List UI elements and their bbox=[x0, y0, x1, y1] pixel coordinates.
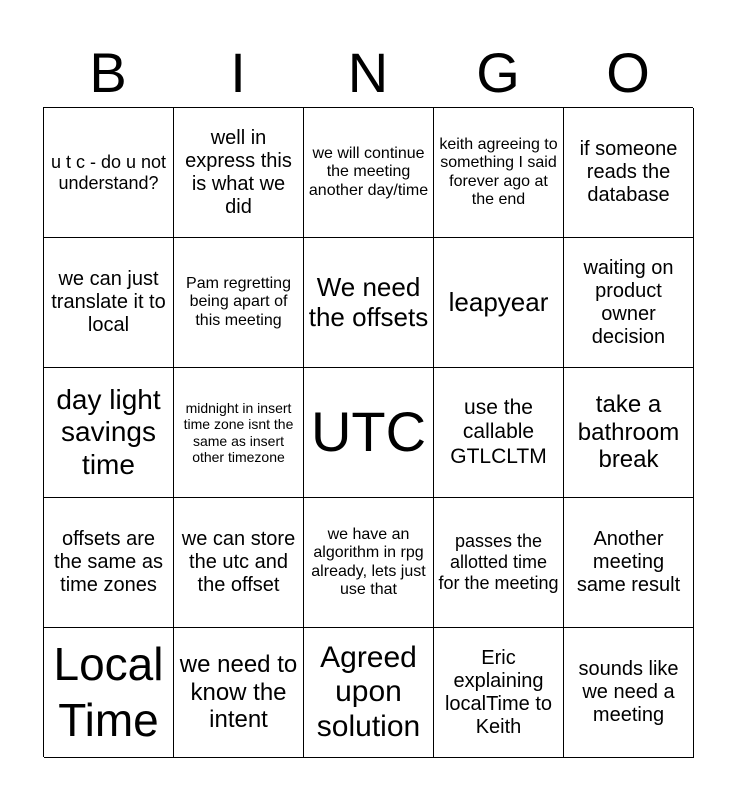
bingo-cell[interactable] bbox=[304, 108, 434, 238]
cell-text: sounds like we need a meeting bbox=[578, 658, 679, 726]
bingo-grid bbox=[43, 107, 693, 757]
bingo-cell[interactable] bbox=[564, 108, 694, 238]
cell-text: Another meeting same result bbox=[576, 528, 681, 596]
bingo-cell[interactable] bbox=[304, 238, 434, 368]
header-letter-i: I bbox=[230, 41, 246, 104]
cell-text: we need to know the intent bbox=[179, 651, 298, 734]
bingo-cell[interactable] bbox=[564, 368, 694, 498]
bingo-cell[interactable] bbox=[434, 368, 564, 498]
cell-text: Eric explaining localTime to Keith bbox=[444, 646, 553, 738]
bingo-cell[interactable] bbox=[44, 368, 174, 498]
cell-text: take a bathroom break bbox=[577, 391, 680, 474]
bingo-cell[interactable] bbox=[44, 628, 174, 758]
cell-text: keith agreeing to something I said forever ago at the end bbox=[439, 135, 558, 208]
header-letter-n: N bbox=[347, 41, 389, 104]
cell-text: day light savings time bbox=[56, 384, 161, 480]
header-letter-g: G bbox=[476, 41, 520, 104]
cell-text: Local Time bbox=[53, 638, 164, 746]
bingo-cell[interactable] bbox=[304, 498, 434, 628]
bingo-cell[interactable] bbox=[434, 498, 564, 628]
header-letter-b: B bbox=[89, 41, 127, 104]
cell-text: we will continue the meeting another day/time bbox=[308, 144, 429, 199]
bingo-cell[interactable] bbox=[434, 238, 564, 368]
bingo-cell[interactable] bbox=[174, 108, 304, 238]
bingo-cell[interactable] bbox=[434, 108, 564, 238]
bingo-cell[interactable] bbox=[564, 238, 694, 368]
bingo-cell[interactable] bbox=[564, 628, 694, 758]
cell-text: leapyear bbox=[448, 286, 549, 317]
bingo-cell[interactable] bbox=[174, 238, 304, 368]
cell-text: waiting on product owner decision bbox=[583, 256, 674, 348]
bingo-cell[interactable] bbox=[44, 108, 174, 238]
cell-text: we can just translate it to local bbox=[51, 268, 166, 336]
bingo-cell[interactable] bbox=[44, 498, 174, 628]
header-letter-o: O bbox=[606, 41, 650, 104]
cell-text: well in express this is what we did bbox=[185, 126, 292, 218]
bingo-cell[interactable] bbox=[564, 498, 694, 628]
cell-text: we have an algorithm in rpg already, lets just use that bbox=[311, 525, 426, 598]
bingo-cell[interactable] bbox=[304, 628, 434, 758]
cell-text: u t c - do u not understand? bbox=[50, 151, 167, 193]
bingo-cell[interactable] bbox=[174, 498, 304, 628]
cell-text: we can store the utc and the offset bbox=[181, 528, 296, 596]
bingo-cell[interactable] bbox=[174, 368, 304, 498]
cell-text: We need the offsets bbox=[308, 271, 429, 332]
bingo-header bbox=[43, 40, 693, 106]
bingo-cell[interactable] bbox=[44, 238, 174, 368]
cell-text: use the callable GTLCLTM bbox=[450, 396, 547, 468]
cell-text: UTC bbox=[310, 400, 427, 464]
cell-text: Pam regretting being apart of this meeting bbox=[186, 274, 291, 329]
cell-text: Agreed upon solution bbox=[316, 640, 421, 743]
bingo-cell[interactable] bbox=[304, 368, 434, 498]
cell-text: if someone reads the database bbox=[579, 138, 678, 206]
cell-text: midnight in insert time zone isnt the same as insert other timezone bbox=[183, 400, 294, 465]
bingo-cell[interactable] bbox=[434, 628, 564, 758]
cell-text: passes the allotted time for the meeting bbox=[438, 531, 559, 593]
cell-text: offsets are the same as time zones bbox=[54, 528, 163, 596]
bingo-cell[interactable] bbox=[174, 628, 304, 758]
